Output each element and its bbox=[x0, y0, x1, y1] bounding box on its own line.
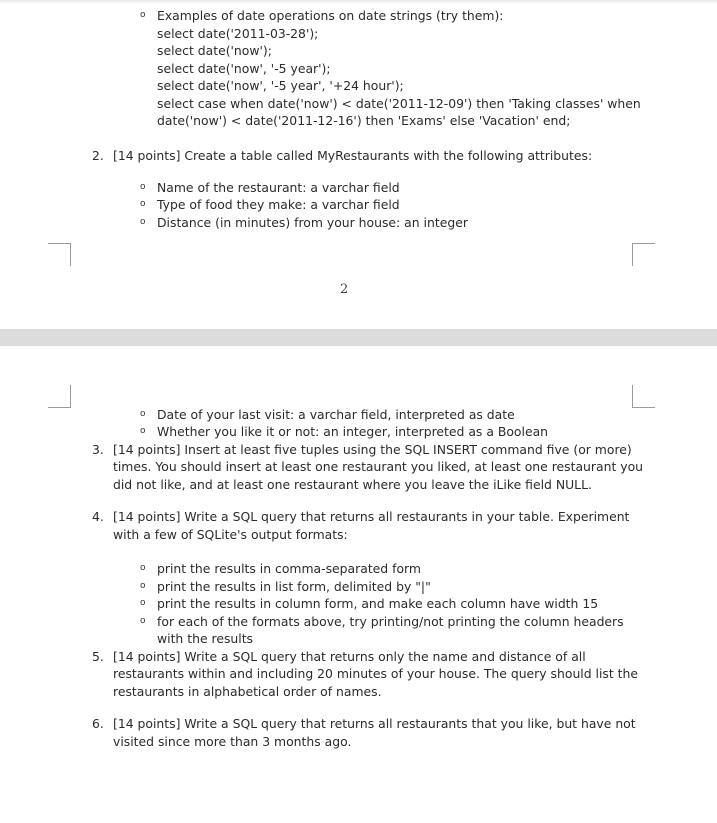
q5-number: 5. bbox=[92, 649, 104, 664]
list-item: Whether you like it or not: an integer, interpreted as a Boolean bbox=[157, 424, 549, 439]
page-number: 2 bbox=[340, 282, 349, 297]
examples-intro: Examples of date operations on date strings (try them): bbox=[157, 8, 504, 23]
q4-line bbox=[113, 508, 629, 526]
q5-line bbox=[113, 648, 586, 666]
q3-line bbox=[113, 441, 632, 459]
bullet-icon: o bbox=[140, 217, 146, 227]
q5-line: restaurants in alphabetical order of names. bbox=[113, 684, 382, 699]
q3-points: [14 points] bbox=[113, 442, 181, 457]
page-top-edge bbox=[0, 0, 717, 4]
q6-line: visited since more than 3 months ago. bbox=[113, 734, 352, 749]
q2-number: 2. bbox=[92, 148, 104, 163]
code-line: select date('now', '-5 year', '+24 hour'); bbox=[157, 78, 404, 93]
list-item: print the results in comma-separated form bbox=[157, 561, 422, 576]
code-line: select case when date('now') < date('2011-12-09') then 'Taking classes' when bbox=[157, 96, 641, 111]
q4-line: with a few of SQLite's output formats: bbox=[113, 527, 348, 542]
list-item: print the results in list form, delimited by "|" bbox=[157, 579, 431, 594]
q2-text: Create a table called MyRestaurants with the following attributes: bbox=[184, 148, 593, 163]
q6-number: 6. bbox=[92, 716, 104, 731]
bullet-icon: o bbox=[140, 182, 146, 192]
q5-points: [14 points] bbox=[113, 649, 181, 664]
list-item: for each of the formats above, try printing/not printing the column headers bbox=[157, 614, 624, 629]
crop-mark bbox=[48, 243, 71, 266]
list-item: Type of food they make: a varchar field bbox=[157, 197, 400, 212]
bullet-icon: o bbox=[140, 199, 146, 209]
q2-heading bbox=[113, 147, 592, 165]
q4-points: [14 points] bbox=[113, 509, 181, 524]
bullet-icon: o bbox=[140, 10, 146, 20]
q4-number: 4. bbox=[92, 509, 104, 524]
bullet-icon: o bbox=[140, 409, 146, 419]
crop-mark bbox=[632, 385, 655, 408]
list-item-cont: with the results bbox=[157, 631, 254, 646]
q3-text: Insert at least five tuples using the SQL INSERT command five (or more) bbox=[184, 442, 632, 457]
q6-text: Write a SQL query that returns all restaurants that you like, but have not bbox=[184, 716, 636, 731]
page-separator bbox=[0, 329, 717, 346]
bullet-icon: o bbox=[140, 426, 146, 436]
q3-line: did not like, and at least one restaurant where you leave the iLike field NULL. bbox=[113, 477, 592, 492]
crop-mark bbox=[48, 385, 71, 408]
q5-line: restaurants within and including 20 minutes of your house. The query should list the bbox=[113, 666, 639, 681]
q5-text: Write a SQL query that returns only the name and distance of all bbox=[184, 649, 586, 664]
code-line: select date('now'); bbox=[157, 43, 272, 58]
list-item: Name of the restaurant: a varchar field bbox=[157, 180, 400, 195]
q4-text: Write a SQL query that returns all restaurants in your table. Experiment bbox=[184, 509, 630, 524]
q6-line bbox=[113, 715, 636, 733]
q6-points: [14 points] bbox=[113, 716, 181, 731]
q3-number: 3. bbox=[92, 442, 104, 457]
code-line: select date('2011-03-28'); bbox=[157, 26, 319, 41]
bullet-icon: o bbox=[140, 563, 146, 573]
list-item: Distance (in minutes) from your house: an integer bbox=[157, 215, 468, 230]
bullet-icon: o bbox=[140, 598, 146, 608]
code-line: select date('now', '-5 year'); bbox=[157, 61, 331, 76]
code-line: date('now') < date('2011-12-16') then 'Exams' else 'Vacation' end; bbox=[157, 113, 571, 128]
q2-points: [14 points] bbox=[113, 148, 181, 163]
list-item: Date of your last visit: a varchar field, interpreted as date bbox=[157, 407, 515, 422]
q3-line: times. You should insert at least one restaurant you liked, at least one restaurant you bbox=[113, 459, 644, 474]
crop-mark bbox=[632, 243, 655, 266]
bullet-icon: o bbox=[140, 616, 146, 626]
bullet-icon: o bbox=[140, 581, 146, 591]
list-item: print the results in column form, and make each column have width 15 bbox=[157, 596, 599, 611]
